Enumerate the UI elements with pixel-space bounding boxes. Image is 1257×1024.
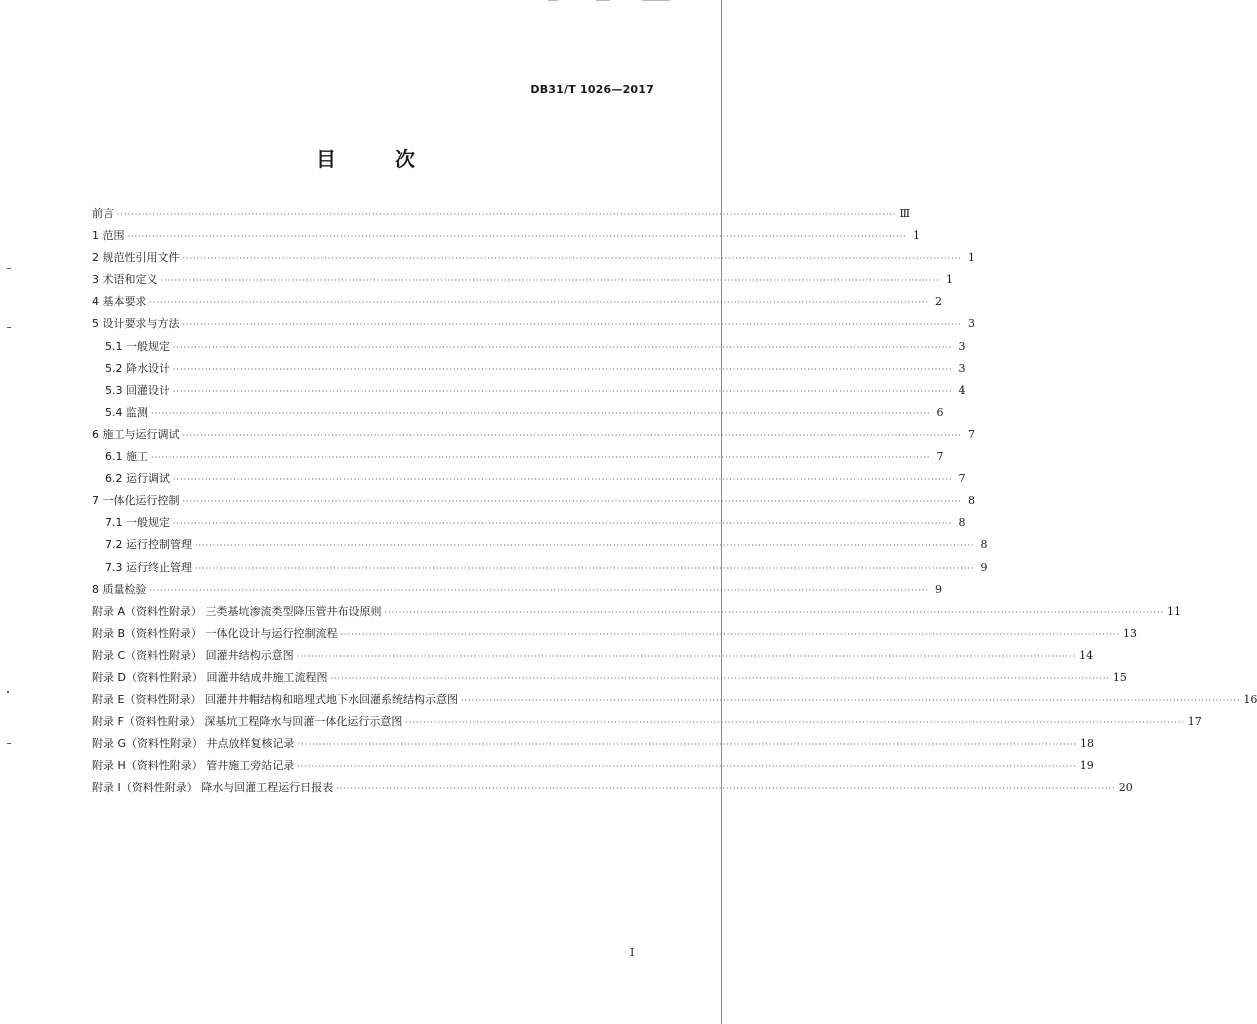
scan-mark — [548, 0, 558, 1]
standard-code: DB31/T 1026—2017 — [530, 83, 654, 96]
toc-entry-page: 8 — [967, 494, 975, 508]
toc-entry[interactable] — [92, 733, 1094, 755]
toc-entry-label: 附录 I（资料性附录） 降水与回灌工程运行日报表 — [92, 781, 334, 795]
toc-dot-leader: ···························································································································································································································· — [173, 342, 953, 352]
toc-entry-page: 4 — [958, 383, 966, 397]
scan-mark — [642, 0, 670, 1]
toc-entry-label: 7.1 一般规定 — [105, 516, 170, 530]
toc-dot-leader: ···························································································································································································································· — [195, 563, 975, 573]
toc-entry[interactable] — [92, 358, 966, 380]
toc-entry-page: Ⅲ — [899, 207, 911, 220]
toc-entry-page: 17 — [1187, 715, 1202, 729]
toc-entry-label: 附录 E（资料性附录） 回灌井井帽结构和暗埋式地下水回灌系统结构示意图 — [92, 693, 458, 707]
toc-entry-label: 7.2 运行控制管理 — [105, 538, 192, 552]
toc-entry-label: 6.2 运行调试 — [105, 472, 170, 486]
toc-dot-leader: ···························································································································································································································· — [151, 453, 931, 463]
toc-dot-leader: ···························································································································································································································· — [182, 320, 962, 330]
toc-entry-label: 6.1 施工 — [105, 450, 148, 464]
toc-entry-label: 7.3 运行终止管理 — [105, 560, 192, 574]
toc-dot-leader: ···························································································································································································································· — [340, 629, 1120, 639]
toc-entry[interactable] — [92, 623, 1137, 645]
toc-entry-page: 15 — [1112, 670, 1127, 684]
toc-dot-leader: ···························································································································································································································· — [173, 475, 953, 485]
scan-speck — [7, 691, 9, 693]
toc-dot-leader: ···························································································································································································································· — [182, 254, 962, 264]
toc-entry-page: 19 — [1079, 759, 1094, 773]
toc-entry-page: 7 — [967, 427, 975, 441]
toc-entry-page: 20 — [1118, 781, 1133, 795]
toc-entry-label: 1 范围 — [92, 229, 125, 243]
toc-dot-leader: ···························································································································································································································· — [195, 541, 975, 551]
toc-entry[interactable] — [92, 468, 966, 490]
toc-entry[interactable] — [92, 689, 1257, 711]
toc-entry-page: 16 — [1243, 693, 1257, 707]
toc-entry-label: 附录 H（资料性附录） 管井施工旁站记录 — [92, 759, 295, 773]
toc-dot-leader: ···························································································································································································································· — [173, 364, 953, 374]
toc-dot-leader: ···························································································································································································································· — [182, 430, 962, 440]
toc-entry-page: 8 — [980, 538, 988, 552]
toc-entry[interactable] — [92, 402, 944, 424]
page-title: 目 次 — [316, 147, 441, 171]
toc-entry-label: 3 术语和定义 — [92, 273, 158, 287]
toc-entry[interactable] — [92, 313, 975, 335]
toc-dot-leader: ···························································································································································································································· — [297, 762, 1077, 772]
scan-speck — [7, 743, 11, 744]
toc-entry[interactable] — [92, 777, 1133, 799]
toc-entry-page: 1 — [912, 229, 920, 243]
toc-entry-label: 附录 F（资料性附录） 深基坑工程降水与回灌一体化运行示意图 — [92, 715, 403, 729]
toc-entry-page: 7 — [936, 450, 944, 464]
toc-entry-label: 前言 — [92, 207, 114, 220]
toc-entry-label: 附录 D（资料性附录） 回灌井结成井施工流程图 — [92, 670, 328, 684]
toc-entry-label: 5.2 降水设计 — [105, 361, 170, 375]
toc-entry[interactable] — [92, 711, 1202, 733]
toc-entry[interactable] — [92, 269, 953, 291]
toc-entry-label: 2 规范性引用文件 — [92, 251, 180, 265]
toc-entry[interactable] — [92, 336, 966, 358]
scan-mark — [596, 0, 610, 1]
toc-entry[interactable] — [92, 247, 975, 269]
toc-entry[interactable] — [92, 291, 942, 313]
toc-entry-page: 14 — [1079, 648, 1094, 662]
toc-entry-page: 3 — [967, 317, 975, 331]
toc-entry[interactable] — [92, 557, 988, 579]
toc-entry-label: 附录 A（资料性附录） 三类基坑渗流类型降压管井布设原则 — [92, 604, 382, 618]
toc-dot-leader: ···························································································································································································································· — [149, 298, 929, 308]
toc-entry-page: 9 — [934, 582, 942, 596]
toc-entry-label: 5 设计要求与方法 — [92, 317, 180, 331]
toc-dot-leader: ···························································································································································································································· — [182, 497, 962, 507]
toc-entry[interactable] — [92, 225, 920, 247]
toc-dot-leader: ···························································································································································································································· — [117, 210, 897, 219]
page-number: I — [630, 946, 635, 959]
toc-entry-page: 2 — [934, 295, 942, 309]
toc-dot-leader: ···························································································································································································································· — [405, 718, 1185, 728]
toc-entry-label: 5.4 监测 — [105, 405, 148, 419]
toc-dot-leader: ···························································································································································································································· — [173, 386, 953, 396]
toc-entry-page: 1 — [945, 273, 953, 287]
toc-entry-label: 附录 G（资料性附录） 井点放样复核记录 — [92, 737, 295, 751]
toc-entry[interactable] — [92, 755, 1094, 777]
toc-entry[interactable] — [92, 203, 911, 225]
toc-dot-leader: ···························································································································································································································· — [296, 651, 1077, 661]
toc-entry[interactable] — [92, 601, 1181, 623]
toc-entry-label: 6 施工与运行调试 — [92, 427, 180, 441]
toc-entry-page: 3 — [958, 339, 966, 353]
toc-entry[interactable] — [92, 424, 975, 446]
scan-speck — [7, 268, 11, 269]
toc-dot-leader: ···························································································································································································································· — [151, 408, 931, 418]
toc-entry[interactable] — [92, 579, 942, 601]
toc-entry[interactable] — [92, 380, 966, 402]
toc-entry[interactable] — [92, 490, 975, 512]
toc-entry[interactable] — [92, 446, 944, 468]
toc-dot-leader: ···························································································································································································································· — [173, 519, 953, 529]
toc-dot-leader: ···························································································································································································································· — [336, 784, 1116, 794]
toc-entry[interactable] — [92, 645, 1094, 667]
toc-entry[interactable] — [92, 512, 966, 534]
toc-entry-label: 4 基本要求 — [92, 295, 147, 309]
toc-entry[interactable] — [92, 667, 1127, 689]
toc-entry-label: 7 一体化运行控制 — [92, 494, 180, 508]
toc-entry-page: 13 — [1123, 626, 1137, 640]
toc-entry-page: 18 — [1079, 737, 1094, 751]
toc-dot-leader: ···························································································································································································································· — [330, 673, 1110, 683]
toc-entry-page: 11 — [1166, 604, 1181, 618]
toc-entry-page: 3 — [958, 361, 966, 375]
toc-dot-leader: ···························································································································································································································· — [160, 276, 940, 286]
toc-entry-label: 附录 B（资料性附录） 一体化设计与运行控制流程 — [92, 626, 338, 640]
toc-dot-leader: ···························································································································································································································· — [384, 607, 1164, 617]
toc-entry-label: 5.1 一般规定 — [105, 339, 170, 353]
toc-entry-label: 5.3 回灌设计 — [105, 383, 170, 397]
toc-dot-leader: ···························································································································································································································· — [297, 740, 1077, 750]
table-of-contents — [92, 203, 1257, 800]
scan-speck — [7, 327, 11, 328]
toc-dot-leader: ···························································································································································································································· — [127, 232, 907, 242]
toc-entry-label: 8 质量检验 — [92, 582, 147, 596]
toc-entry-label: 附录 C（资料性附录） 回灌井结构示意图 — [92, 648, 294, 662]
toc-entry-page: 1 — [967, 251, 975, 265]
toc-dot-leader: ···························································································································································································································· — [149, 585, 929, 595]
toc-entry-page: 6 — [936, 405, 944, 419]
toc-dot-leader: ···························································································································································································································· — [460, 696, 1241, 706]
toc-entry[interactable] — [92, 534, 988, 556]
toc-entry-page: 9 — [980, 560, 988, 574]
toc-entry-page: 8 — [958, 516, 966, 530]
toc-entry-page: 7 — [958, 472, 966, 486]
